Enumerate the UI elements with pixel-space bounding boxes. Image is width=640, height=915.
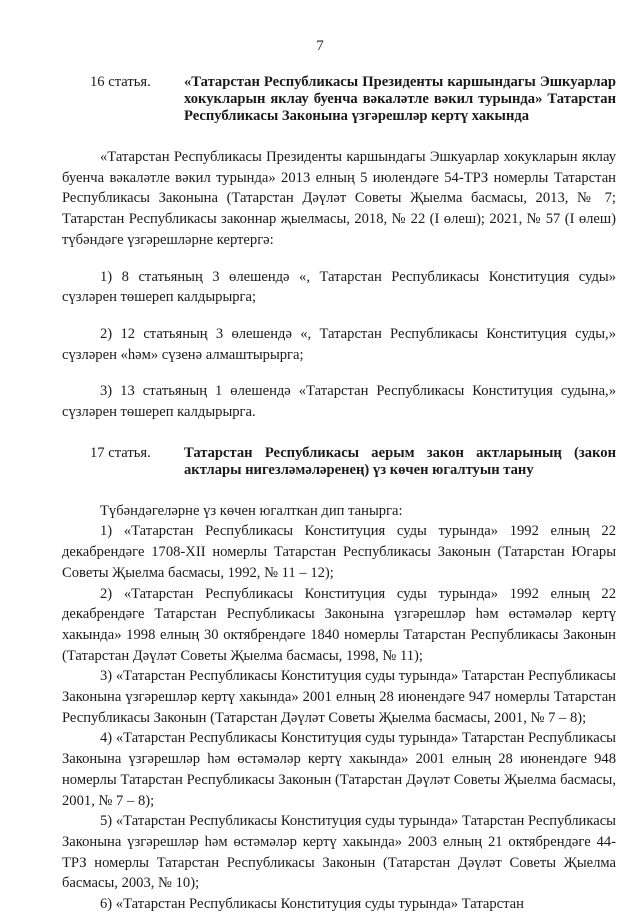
article-17-item-4: 4) «Татарстан Республикасы Конституция суды турында» Татарстан Республикасы Законына үзгәрешләр һәм өстәмәләр кертү хакында» 2001 елның 28 июнендәге 948 номерлы Татарстан Республикасы Законын (Татарстан Дәүләт Советы Җыелма басмасы, 2001, № 7 – 8); [62, 730, 616, 809]
article-17-item-1: 1) «Татарстан Республикасы Конституция суды турында» 1992 елның 22 декабрендәге 1708-XII номерлы Татарстан Республикасы Законын (Татарстан Югары Советы Җыелма басмасы, 1992, № 11 – 12); [62, 523, 616, 581]
article-16-item-1: 1) 8 статьяның 3 өлешендә «, Татарстан Республикасы Конституция суды» сүзләрен төшереп калдырырга; [62, 268, 616, 306]
article-17-title: Татарстан Республикасы аерым закон актларының (закон актлары нигезләмәләренең) үз көчен югалтуын тану [184, 444, 616, 478]
page-number: 7 [316, 38, 324, 54]
article-17-heading [62, 445, 616, 479]
article-17-intro: Түбәндәгеләрне үз көчен югалткан дип танырга: [100, 502, 403, 519]
article-16-title: «Татарстан Республикасы Президенты каршындагы Эшкуарлар хокукларын яклау буенча вәкаләтле вәкил турында» Татарстан Республикасы Законына үзгәрешләр кертү хакында [184, 74, 616, 124]
article-16-item-3: 3) 13 статьяның 1 өлешендә «Татарстан Республикасы Конституция судына,» сүзләрен төшереп калдырырга. [62, 383, 616, 421]
article-17-item-2: 2) «Татарстан Республикасы Конституция суды турында» 1992 елның 22 декабрендәге Татарстан Республикасы Законына үзгәрешләр һәм өстәмәләр кертү хакында» 1998 елның 30 октябрендәге 1840 номерлы Татарстан Республикасы Законын (Татарстан Дәүләт Советы Җыелма басмасы, 1998, № 11); [62, 585, 616, 664]
article-16-heading [62, 74, 616, 125]
article-17-item-3: 3) «Татарстан Республикасы Конституция суды турында» Татарстан Республикасы Законына үзгәрешләр кертү хакында» 2001 елның 28 июнендәге 947 номерлы Татарстан Республикасы Законын (Татарстан Дәүләт Советы Җыелма басмасы, 2001, № 7 – 8); [62, 668, 616, 726]
article-17-item-6: 6) «Татарстан Республикасы Конституция суды турында» Татарстан [100, 896, 524, 913]
article-17-label: 17 статья. [90, 444, 151, 461]
article-17-item-5: 5) «Татарстан Республикасы Конституция суды турында» Татарстан Республикасы Законына үзгәрешләр һәм өстәмәләр кертү хакында» 2003 елның 21 октябрендәге 44-ТРЗ номерлы Татарстан Республикасы Законын (Татарстан Дәүләт Советы Җыелма басмасы, 2003, № 10); [62, 813, 616, 892]
article-16-item-2: 2) 12 статьяның 3 өлешендә «, Татарстан Республикасы Конституция суды,» сүзләрен «һәм» сүзенә алмаштырырга; [62, 325, 616, 363]
article-16-intro: «Татарстан Республикасы Президенты каршындагы Эшкуарлар хокукларын яклау буенча вәкаләтле вәкил турында» 2013 елның 5 июлендәге 54-ТРЗ номерлы Татарстан Республикасы Законына (Татарстан Дәүләт Советы Җыелма басмасы, 2013, № 7; Татарстан Республикасы законнар җыелмасы, 2018, № 22 (I өлеш); 2021, № 57 (I өлеш) түбәндәге үзгәрешләрне кертергә: [62, 149, 616, 248]
article-16-label: 16 статья. [90, 74, 151, 90]
document-body [62, 74, 616, 915]
